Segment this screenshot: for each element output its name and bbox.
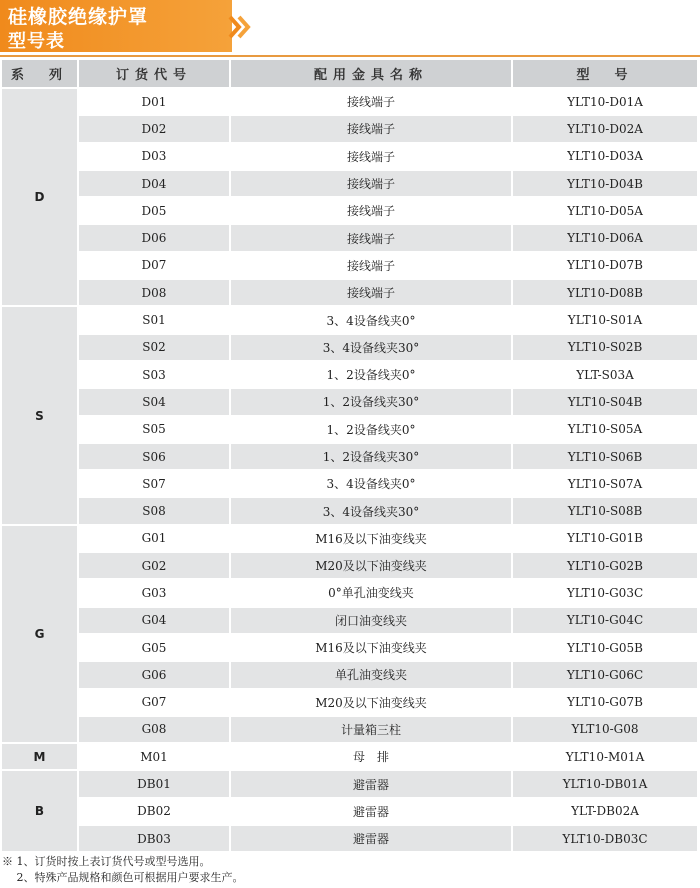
table-row (2, 224, 698, 251)
footnote-1: ※ 1、订货时按上表订货代号或型号选用。 (2, 855, 211, 868)
model-cell: YLT10-G04C (512, 607, 698, 634)
order-code-cell: D01 (78, 88, 230, 115)
col-header-model: 型 号 (512, 60, 698, 88)
table-row (2, 634, 698, 661)
page-subtitle: 型号表 (8, 31, 65, 52)
model-cell: YLT10-M01A (512, 743, 698, 770)
fitting-name-cell: 接线端子 (230, 252, 512, 279)
model-cell: YLT10-G01B (512, 525, 698, 552)
model-cell: YLT10-D06A (512, 224, 698, 251)
table-row (2, 361, 698, 388)
order-code-cell: S05 (78, 416, 230, 443)
order-code-cell: M01 (78, 743, 230, 770)
model-cell: YLT10-G07B (512, 689, 698, 716)
model-cell: YLT10-S08B (512, 497, 698, 524)
table-row (2, 252, 698, 279)
table-row (2, 607, 698, 634)
order-code-cell: D03 (78, 143, 230, 170)
series-cell: M (2, 743, 78, 770)
fitting-name-cell: 接线端子 (230, 197, 512, 224)
table-row (2, 825, 698, 852)
fitting-name-cell: 单孔油变线夹 (230, 661, 512, 688)
order-code-cell: S04 (78, 388, 230, 415)
order-code-cell: S07 (78, 470, 230, 497)
model-cell: YLT10-G08 (512, 716, 698, 743)
model-cell: YLT10-G05B (512, 634, 698, 661)
order-code-cell: S08 (78, 497, 230, 524)
model-cell: YLT10-S07A (512, 470, 698, 497)
model-cell: YLT10-G03C (512, 579, 698, 606)
fitting-name-cell: 闭口油变线夹 (230, 607, 512, 634)
title-banner (0, 0, 232, 52)
fitting-name-cell: 1、2设备线夹30° (230, 443, 512, 470)
header-divider (0, 55, 700, 57)
table-row (2, 279, 698, 306)
table-row (2, 306, 698, 333)
table-row (2, 470, 698, 497)
table-row (2, 661, 698, 688)
model-cell: YLT10-G06C (512, 661, 698, 688)
fitting-name-cell: 1、2设备线夹30° (230, 388, 512, 415)
order-code-cell: D05 (78, 197, 230, 224)
page-header (0, 0, 700, 56)
order-code-cell: S03 (78, 361, 230, 388)
fitting-name-cell: M20及以下油变线夹 (230, 552, 512, 579)
order-code-cell: G03 (78, 579, 230, 606)
fitting-name-cell: 避雷器 (230, 770, 512, 797)
table-row (2, 716, 698, 743)
model-cell: YLT10-S05A (512, 416, 698, 443)
order-code-cell: D07 (78, 252, 230, 279)
model-cell: YLT10-S06B (512, 443, 698, 470)
footnotes (2, 854, 244, 886)
table-row (2, 525, 698, 552)
fitting-name-cell: 计量箱三柱 (230, 716, 512, 743)
order-code-cell: D08 (78, 279, 230, 306)
model-cell: YLT10-D05A (512, 197, 698, 224)
table-header-row (2, 60, 698, 88)
order-code-cell: G06 (78, 661, 230, 688)
page-title: 硅橡胶绝缘护罩 (8, 6, 149, 28)
fitting-name-cell: 1、2设备线夹0° (230, 361, 512, 388)
table-row (2, 497, 698, 524)
table-body (2, 88, 698, 852)
table-row (2, 770, 698, 797)
order-code-cell: S02 (78, 334, 230, 361)
table-row (2, 170, 698, 197)
fitting-name-cell: 接线端子 (230, 170, 512, 197)
model-cell: YLT10-S02B (512, 334, 698, 361)
table-row (2, 443, 698, 470)
fitting-name-cell: M16及以下油变线夹 (230, 525, 512, 552)
fitting-name-cell: 3、4设备线夹0° (230, 470, 512, 497)
model-cell: YLT10-S01A (512, 306, 698, 333)
series-cell: B (2, 770, 78, 852)
table-row (2, 115, 698, 142)
model-cell: YLT-DB02A (512, 798, 698, 825)
table-row (2, 88, 698, 115)
model-cell: YLT10-D03A (512, 143, 698, 170)
order-code-cell: G04 (78, 607, 230, 634)
order-code-cell: DB03 (78, 825, 230, 852)
fitting-name-cell: 接线端子 (230, 115, 512, 142)
order-code-cell: G07 (78, 689, 230, 716)
series-cell: G (2, 525, 78, 743)
model-cell: YLT10-D04B (512, 170, 698, 197)
table-row (2, 334, 698, 361)
model-cell: YLT10-D08B (512, 279, 698, 306)
order-code-cell: S06 (78, 443, 230, 470)
fitting-name-cell: 接线端子 (230, 224, 512, 251)
fitting-name-cell: 接线端子 (230, 279, 512, 306)
footnote-2: 2、特殊产品规格和颜色可根据用户要求生产。 (2, 871, 244, 884)
order-code-cell: G05 (78, 634, 230, 661)
fitting-name-cell: M16及以下油变线夹 (230, 634, 512, 661)
fitting-name-cell: 3、4设备线夹30° (230, 497, 512, 524)
model-cell: YLT10-S04B (512, 388, 698, 415)
model-cell: YLT10-G02B (512, 552, 698, 579)
order-code-cell: S01 (78, 306, 230, 333)
table-row (2, 143, 698, 170)
fitting-name-cell: 接线端子 (230, 88, 512, 115)
fitting-name-cell: 0°单孔油变线夹 (230, 579, 512, 606)
col-header-fitting-name: 配用金具名称 (230, 60, 512, 88)
model-table (2, 60, 699, 853)
fitting-name-cell: 接线端子 (230, 143, 512, 170)
order-code-cell: D06 (78, 224, 230, 251)
order-code-cell: G01 (78, 525, 230, 552)
fitting-name-cell: 3、4设备线夹0° (230, 306, 512, 333)
model-cell: YLT-S03A (512, 361, 698, 388)
fitting-name-cell: 避雷器 (230, 825, 512, 852)
table-row (2, 552, 698, 579)
order-code-cell: D02 (78, 115, 230, 142)
model-cell: YLT10-D07B (512, 252, 698, 279)
table-row (2, 743, 698, 770)
table-row (2, 416, 698, 443)
fitting-name-cell: 3、4设备线夹30° (230, 334, 512, 361)
order-code-cell: DB01 (78, 770, 230, 797)
col-header-order-code: 订货代号 (78, 60, 230, 88)
fitting-name-cell: 避雷器 (230, 798, 512, 825)
table-row (2, 689, 698, 716)
order-code-cell: D04 (78, 170, 230, 197)
model-cell: YLT10-DB03C (512, 825, 698, 852)
table-row (2, 798, 698, 825)
fitting-name-cell: 1、2设备线夹0° (230, 416, 512, 443)
fitting-name-cell: M20及以下油变线夹 (230, 689, 512, 716)
model-cell: YLT10-DB01A (512, 770, 698, 797)
model-cell: YLT10-D01A (512, 88, 698, 115)
model-cell: YLT10-D02A (512, 115, 698, 142)
series-cell: S (2, 306, 78, 524)
table-row (2, 388, 698, 415)
col-header-series: 系 列 (2, 60, 78, 88)
table-row (2, 197, 698, 224)
fitting-name-cell: 母 排 (230, 743, 512, 770)
chevron-right-icon (226, 14, 252, 40)
order-code-cell: DB02 (78, 798, 230, 825)
order-code-cell: G08 (78, 716, 230, 743)
order-code-cell: G02 (78, 552, 230, 579)
table-row (2, 579, 698, 606)
series-cell: D (2, 88, 78, 306)
